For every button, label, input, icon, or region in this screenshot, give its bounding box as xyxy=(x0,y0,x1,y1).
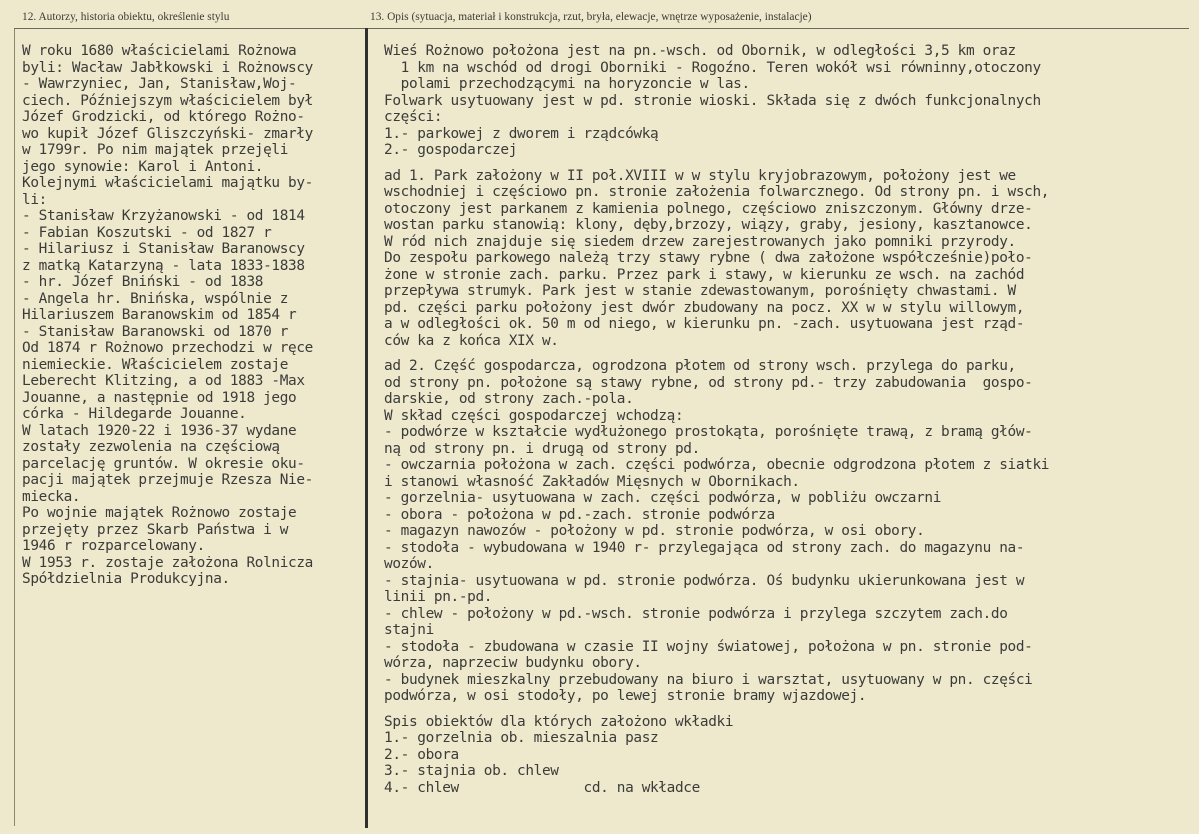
text-line: otoczony jest parkanem z kamienia polnego, częściowo zniszczonym. Główny drze- xyxy=(384,200,1033,217)
paragraph-gap xyxy=(384,705,1184,714)
text-line: Wieś Rożnowo położona jest na pn.-wsch. od Obornik, w odległości 3,5 km oraz xyxy=(384,43,1016,59)
text-line: wo kupił Józef Gliszczyński- zmarły xyxy=(22,125,313,142)
section-12-header: 12. Autorzy, historia obiektu, określenie stylu xyxy=(22,11,230,23)
text-line: 2.- obora xyxy=(384,746,459,763)
text-line: jego synowie: Karol i Antoni. xyxy=(22,158,264,175)
text-line: ad 1. Park założony w II poł.XVIII w w stylu kryjobrazowym, położony jest we xyxy=(384,167,1016,184)
text-line: darskie, od strony zach.-pola. xyxy=(384,391,634,407)
text-line: Od 1874 r Rożnowo przechodzi w ręce xyxy=(22,340,313,356)
text-line: z matką Katarzyną - lata 1833-1838 xyxy=(22,257,305,274)
text-line: 3.- stajnia ob. chlew xyxy=(384,763,559,779)
text-line: wórza, naprzeciw budynku obory. xyxy=(384,655,642,671)
text-line: W roku 1680 właścicielami Rożnowa xyxy=(22,43,297,59)
text-line: - Stanisław Baranowski od 1870 r xyxy=(22,323,289,340)
text-line: W ród nich znajduje się siedem drzew zarejestrowanych jako pomniki przyrody. xyxy=(384,233,1016,250)
text-line: ców ka z końca XIX w. xyxy=(384,332,559,349)
text-line: ciech. Późniejszym właścicielem był xyxy=(22,92,313,109)
text-line: miecka. xyxy=(22,488,81,505)
left-border xyxy=(14,28,15,826)
text-line: li: xyxy=(22,191,47,208)
text-line: - chlew - położony w pd.-wsch. stronie podwórza i przylega szczytem zach.do xyxy=(384,605,1008,622)
text-line: zostały zezwolenia na częściową xyxy=(22,439,280,455)
text-line: Spółdzielnia Produkcyjna. xyxy=(22,571,230,587)
column-divider xyxy=(365,28,368,828)
text-line: a w odległości ok. 50 m od niego, w kierunku pn. -zach. usytuowana jest rząd- xyxy=(384,316,1025,332)
text-line: - Stanisław Krzyżanowski - od 1814 xyxy=(22,208,305,224)
text-line: - hr. Józef Bniński - od 1838 xyxy=(22,274,264,290)
text-line: córka - Hildegarde Jouanne. xyxy=(22,406,247,422)
text-line: Jouanne, a następnie od 1918 jego xyxy=(22,389,297,406)
text-line: - magazyn nawozów - położony w pd. stronie podwórza, w osi obory. xyxy=(384,523,925,539)
text-line: części: xyxy=(384,109,443,125)
text-line: 2.- gospodarczej xyxy=(384,142,518,158)
text-line: - Angela hr. Bnińska, wspólnie z xyxy=(22,290,289,307)
section-13-header: 13. Opis (sytuacja, materiał i konstrukcja, rzut, bryła, elewacje, wnętrze wyposażenie, instalacje) xyxy=(370,11,812,23)
text-line: wostan parku stanowią: klony, dęby,brzozy, wiązy, graby, jesiony, kasztanowce. xyxy=(384,217,1033,233)
paragraph-gap xyxy=(384,349,1184,358)
text-line: Do zespołu parkowego należą trzy stawy rybne ( dwa założone współcześnie)poło- xyxy=(384,250,1033,266)
text-line: Po wojnie majątek Rożnowo zostaje xyxy=(22,505,297,521)
text-line: Hilariuszem Baranowskim od 1854 r xyxy=(22,307,297,323)
text-line: wschodniej i częściowo pn. stronie założenia folwarcznego. Od strony pn. i wsch, xyxy=(384,184,1050,200)
text-line: Leberecht Klitzing, a od 1883 -Max xyxy=(22,373,305,389)
text-line: wozów. xyxy=(384,556,434,572)
text-line: ad 2. Część gospodarcza, ogrodzona płotem od strony wsch. przylega do parku, xyxy=(384,358,1016,374)
header-rule xyxy=(14,28,1189,29)
text-line: - owczarnia położona w zach. części podwórza, obecnie odgrodzona płotem z siatki xyxy=(384,457,1050,473)
text-line: Józef Grodzicki, od którego Rożno- xyxy=(22,109,305,125)
text-line: pd. części parku położony jest dwór zbudowany na pocz. XX w w stylu willowym, xyxy=(384,299,1025,316)
text-line: W latach 1920-22 i 1936-37 wydane xyxy=(22,422,297,439)
text-line: 4.- chlew cd. na wkładce xyxy=(384,779,700,796)
text-line: ną od strony pn. i drugą od strony pd. xyxy=(384,440,700,457)
text-line: - stajnia- usytuowana w pd. stronie podwórza. Oś budynku ukierunkowana jest w xyxy=(384,572,1025,589)
text-line: polami przechodzącymi na horyzoncie w las. xyxy=(384,76,750,92)
text-line: w 1799r. Po nim majątek przejęli xyxy=(22,142,289,158)
text-line: 1.- parkowej z dworem i rządcówką xyxy=(384,125,659,142)
text-line: i stanowi własność Zakładów Mięsnych w Obornikach. xyxy=(384,473,800,490)
history-text xyxy=(22,43,362,588)
text-line: - podwórze w kształcie wydłużonego prostokąta, porośnięte trawą, z bramą głów- xyxy=(384,424,1033,440)
text-line: od strony pn. położone są stawy rybne, od strony pd.- trzy zabudowania gospo- xyxy=(384,374,1033,391)
text-line: W 1953 r. zostaje założona Rolnicza xyxy=(22,554,313,571)
text-line: 1 km na wschód od drogi Oborniki - Rogoźno. Teren wokół wsi równinny,otoczony xyxy=(384,59,1041,76)
text-line: - stodoła - wybudowana w 1940 r- przylegająca od strony zach. do magazynu na- xyxy=(384,539,1025,556)
text-line: 1.- gorzelnia ob. mieszalnia pasz xyxy=(384,730,659,746)
text-line: - budynek mieszkalny przebudowany na biuro i warsztat, usytuowany w pn. części xyxy=(384,671,1033,688)
text-line: pacji majątek przejmuje Rzesza Nie- xyxy=(22,472,313,488)
text-line: Kolejnymi właścicielami majątku by- xyxy=(22,175,313,191)
text-line: linii pn.-pd. xyxy=(384,589,493,605)
text-line: podwórza, w osi stodoły, po lewej stronie bramy wjazdowej. xyxy=(384,688,867,704)
text-line: Folwark usytuowany jest w pd. stronie wioski. Składa się z dwóch funkcjonalnych xyxy=(384,92,1041,109)
text-line: przepływa strumyk. Park jest w stanie zdewastowanym, porośnięty chwastami. W xyxy=(384,283,1016,299)
paragraph-gap xyxy=(384,159,1184,168)
text-line: W skład części gospodarczej wchodzą: xyxy=(384,407,684,424)
text-line: 1946 r rozparcelowany. xyxy=(22,538,205,554)
text-line: stajni xyxy=(384,622,434,638)
text-line: parcelację gruntów. W okresie oku- xyxy=(22,455,305,472)
text-line: byli: Wacław Jabłkowski i Rożnowscy xyxy=(22,59,313,76)
text-line: - stodoła - zbudowana w czasie II wojny światowej, położona w pn. stronie pod- xyxy=(384,638,1033,655)
text-line: niemieckie. Właścicielem zostaje xyxy=(22,356,289,373)
text-line: Spis obiektów dla których założono wkładki xyxy=(384,713,734,730)
text-line: - gorzelnia- usytuowana w zach. części podwórza, w pobliżu owczarni xyxy=(384,490,942,506)
text-line: - Hilariusz i Stanisław Baranowscy xyxy=(22,241,305,257)
text-line: - Fabian Koszutski - od 1827 r xyxy=(22,224,272,241)
text-line: - obora - położona w pd.-zach. stronie podwórza xyxy=(384,506,775,523)
text-line: - Wawrzyniec, Jan, Stanisław,Woj- xyxy=(22,76,297,92)
text-line: przejęty przez Skarb Państwa i w xyxy=(22,521,289,538)
text-line: żone w stronie zach. parku. Przez park i stawy, w kierunku ze wsch. na zachód xyxy=(384,266,1025,283)
description-text xyxy=(384,43,1184,796)
